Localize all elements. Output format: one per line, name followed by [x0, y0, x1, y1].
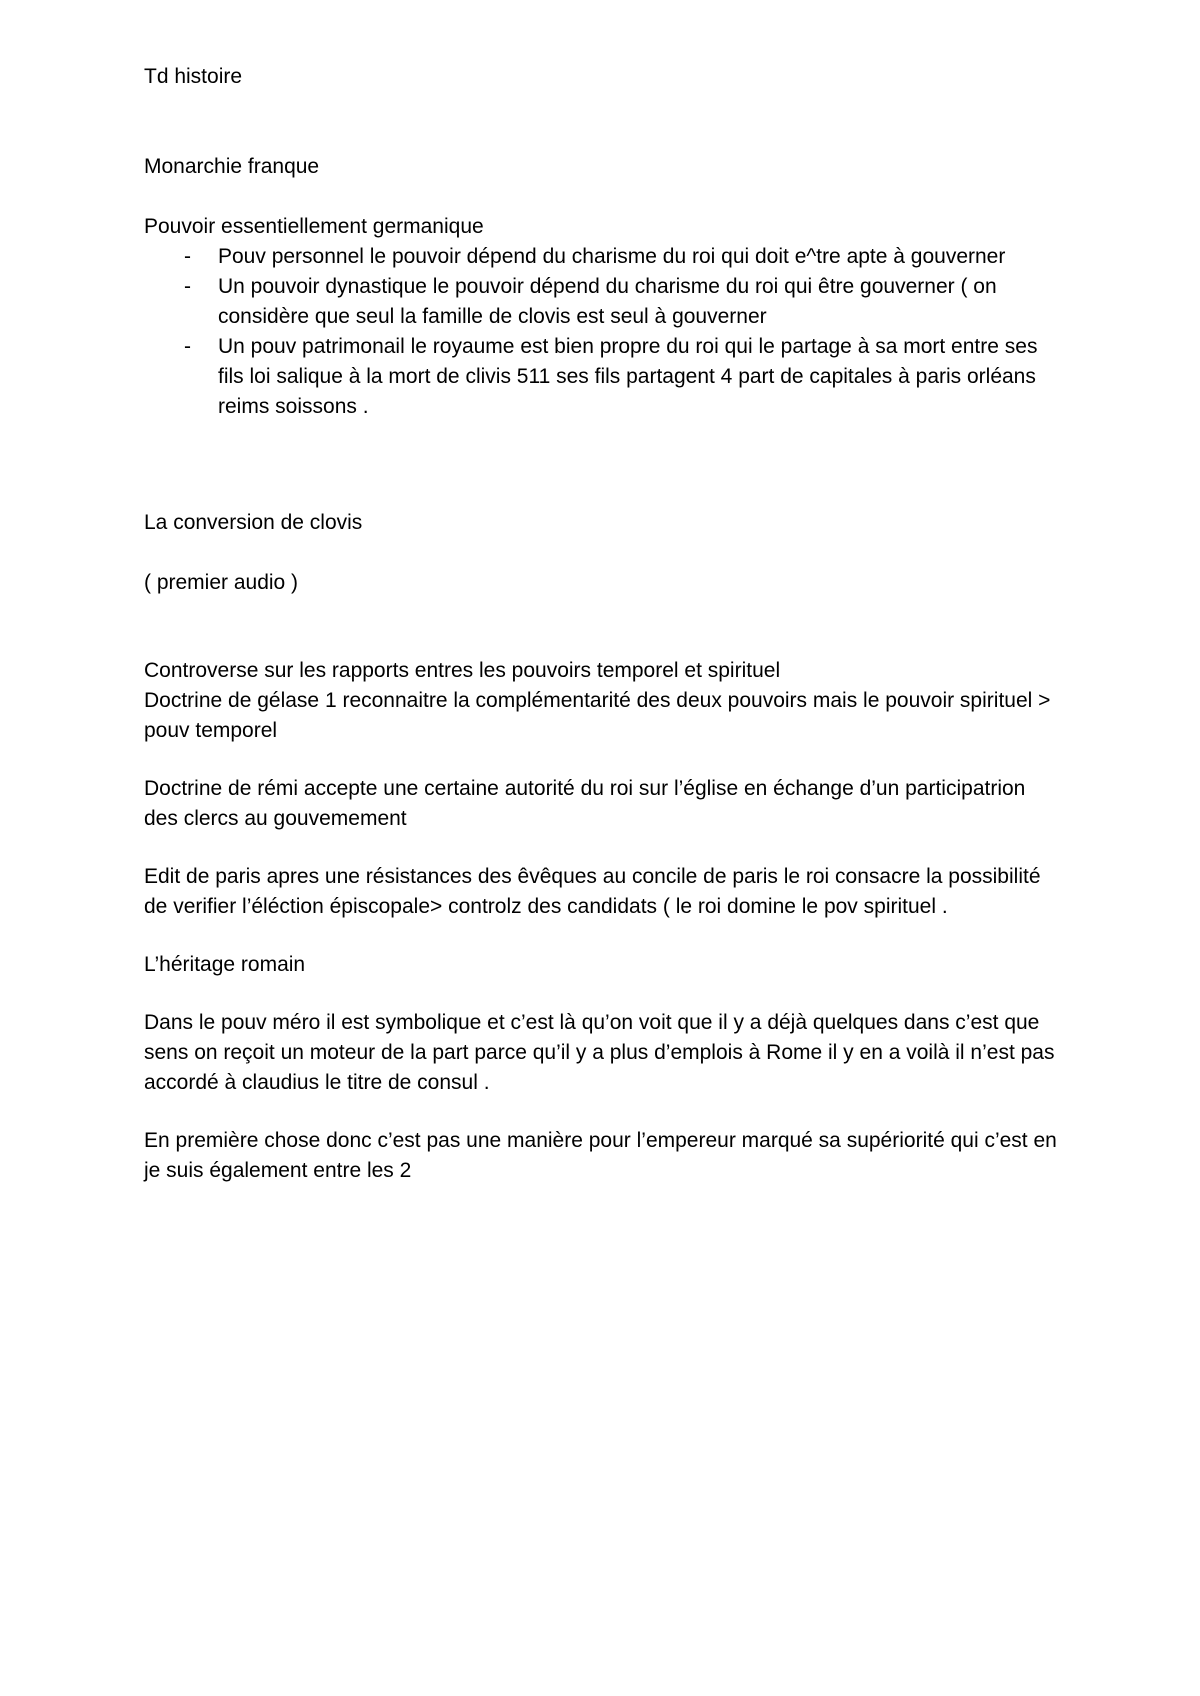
spacer	[144, 922, 1064, 950]
paragraph-remi: Doctrine de rémi accepte une certaine autorité du roi sur l’église en échange d’un participatrion des clercs au gouvemement	[144, 777, 1026, 830]
list-item	[144, 272, 1064, 332]
list-item-text: Un pouvoir dynastique le pouvoir dépend du charisme du roi qui être gouverner ( on considère que seul la famille de clovis est seul à gouverner	[218, 275, 997, 328]
spacer	[144, 598, 1064, 656]
paragraph-controverse: Controverse sur les rapports entres les pouvoirs temporel et spirituel	[144, 659, 781, 682]
spacer	[144, 1098, 1064, 1126]
document-body	[144, 62, 1064, 1186]
document-title: Td histoire	[144, 65, 243, 88]
spacer	[144, 746, 1064, 774]
section-heading-conversion: La conversion de clovis	[144, 511, 363, 534]
spacer	[144, 182, 1064, 212]
list-item-text: Un pouv patrimonail le royaume est bien propre du roi qui le partage à sa mort entre ses fils loi salique à la mort de clivis 511 ses fils partagent 4 part de capitales à paris orléans reims soissons .	[218, 335, 1038, 418]
bullet-dash: -	[184, 335, 191, 358]
bullet-dash: -	[184, 275, 191, 298]
spacer	[144, 422, 1064, 508]
bullet-dash: -	[184, 245, 191, 268]
list-item	[144, 332, 1064, 422]
audio-note: ( premier audio )	[144, 571, 299, 594]
section-heading-monarchie: Monarchie franque	[144, 155, 320, 178]
list-item-text: Pouv personnel le pouvoir dépend du charisme du roi qui doit e^tre apte à gouverner	[218, 245, 1006, 268]
section-heading-heritage: L’héritage romain	[144, 953, 306, 976]
spacer	[144, 92, 1064, 152]
bullet-list	[144, 242, 1064, 422]
paragraph-premiere-chose: En première chose donc c’est pas une manière pour l’empereur marqué sa supériorité qui c’est en je suis également entre les 2	[144, 1129, 1057, 1182]
list-item	[144, 242, 1064, 272]
spacer	[144, 538, 1064, 568]
paragraph-pouv-mero: Dans le pouv méro il est symbolique et c’est là qu’on voit que il y a déjà quelques dans c’est que sens on reçoit un moteur de la part parce qu’il y a plus d’emplois à Rome il y en a voilà il n’est pas accordé à claudius le titre de consul .	[144, 1011, 1055, 1094]
spacer	[144, 980, 1064, 1008]
paragraph-edit-de-paris: Edit de paris apres une résistances des êvêques au concile de paris le roi consacre la possibilité de verifier l’éléction épiscopale> controlz des candidats ( le roi domine le pov spirituel .	[144, 865, 1041, 918]
subheading-pouvoir: Pouvoir essentiellement germanique	[144, 215, 484, 238]
paragraph-gelase: Doctrine de gélase 1 reconnaitre la complémentarité des deux pouvoirs mais le pouvoir spirituel > pouv temporel	[144, 689, 1051, 742]
spacer	[144, 834, 1064, 862]
